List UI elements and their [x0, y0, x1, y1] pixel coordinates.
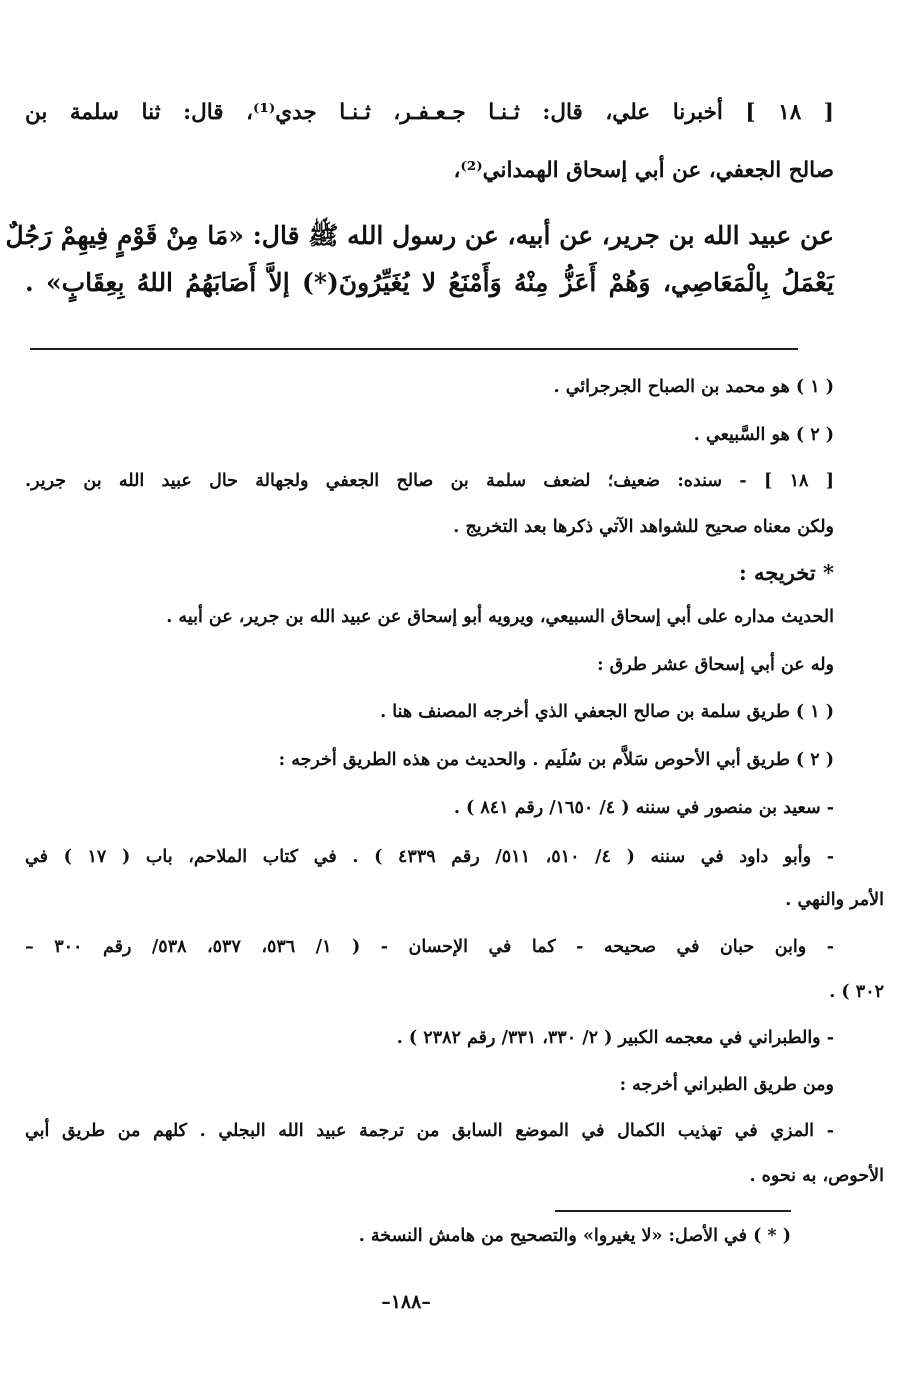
hadith-matn-line-1: عن عبيد الله بن جرير، عن أبيه، عن رسول الله ﷺ قال: «مَا مِنْ قَوْمٍ فِيهِمْ رَجُلٌ — [5, 221, 834, 250]
sanad-meaning-line: ولكن معناه صحيح للشواهد الآتي ذكرها بعد التخريج . — [453, 517, 834, 537]
hadith-isnad-line-1: [ ١٨ ] أخبرنا علي، قال: ثـنـا جـعـفـر، ثـنـا جدي⁽¹⁾، قال: ثنا سلمة بن — [25, 100, 834, 125]
takhrij-heading: * تخريجه : — [738, 560, 834, 585]
hadith-isnad-line-2: صالح الجعفي، عن أبي إسحاق الهمداني⁽²⁾، — [453, 158, 834, 183]
takhrij-line: الحديث مداره على أبي إسحاق السبيعي، ويرويه أبو إسحاق عن عبيد الله بن جرير، عن أبيه . — [166, 607, 834, 627]
takhrij-line: الأمر والنهي . — [785, 890, 884, 910]
takhrij-line: - وابن حبان في صحيحه - كما في الإحسان - ( ١/ ٥٣٦، ٥٣٧، ٥٣٨/ رقم ٣٠٠ – — [25, 937, 834, 957]
takhrij-line: الأحوص، به نحوه . — [749, 1166, 884, 1186]
footnote-separator-rule — [555, 1210, 791, 1212]
takhrij-line: ( ١ ) طريق سلمة بن صالح الجعفي الذي أخرجه المصنف هنا . — [380, 702, 834, 722]
takhrij-line: - سعيد بن منصور في سننه ( ٤/ ١٦٥٠/ رقم ٨٤١ ) . — [453, 798, 834, 818]
sanad-grading-line: [ ١٨ ] - سنده: ضعيف؛ لضعف سلمة بن صالح الجعفي ولجهالة حال عبيد الله بن جرير. — [25, 471, 835, 491]
takhrij-line: وله عن أبي إسحاق عشر طرق : — [597, 655, 834, 675]
note-2: ( ٢ ) هو السَّبيعي . — [693, 425, 834, 445]
main-separator-rule — [30, 348, 798, 350]
takhrij-line: - وأبو داود في سننه ( ٤/ ٥١٠، ٥١١/ رقم ٤٣٣٩ ) . في كتاب الملاحم، باب ( ١٧ ) في — [25, 847, 835, 867]
takhrij-line: ( ٢ ) طريق أبي الأحوص سَلاَّم بن سُلَيم . والحديث من هذه الطريق أخرجه : — [278, 750, 834, 770]
footnote-star: ( * ) في الأصل: «لا يغيروا» والتصحيح من هامش النسخة . — [358, 1226, 791, 1246]
hadith-matn-line-2: يَعْمَلُ بِالْمَعَاصِي، وَهُمْ أَعَزُّ مِنْهُ وَأَمْنَعُ لا يُغَيِّرُونَ(*) إلاَّ أَصَابَهُمُ اللهُ بِعِقَابٍ» . — [25, 268, 834, 297]
takhrij-line: - المزي في تهذيب الكمال في الموضع السابق من ترجمة عبيد الله البجلي . كلهم من طريق أبي — [25, 1121, 834, 1141]
takhrij-line: ٣٠٢ ) . — [829, 982, 884, 1002]
takhrij-line: - والطبراني في معجمه الكبير ( ٢/ ٣٣٠، ٣٣١/ رقم ٢٣٨٢ ) . — [396, 1028, 834, 1048]
page-number: –١٨٨– — [381, 1291, 431, 1313]
note-1: ( ١ ) هو محمد بن الصباح الجرجرائي . — [553, 377, 834, 397]
takhrij-line: ومن طريق الطبراني أخرجه : — [619, 1075, 834, 1095]
